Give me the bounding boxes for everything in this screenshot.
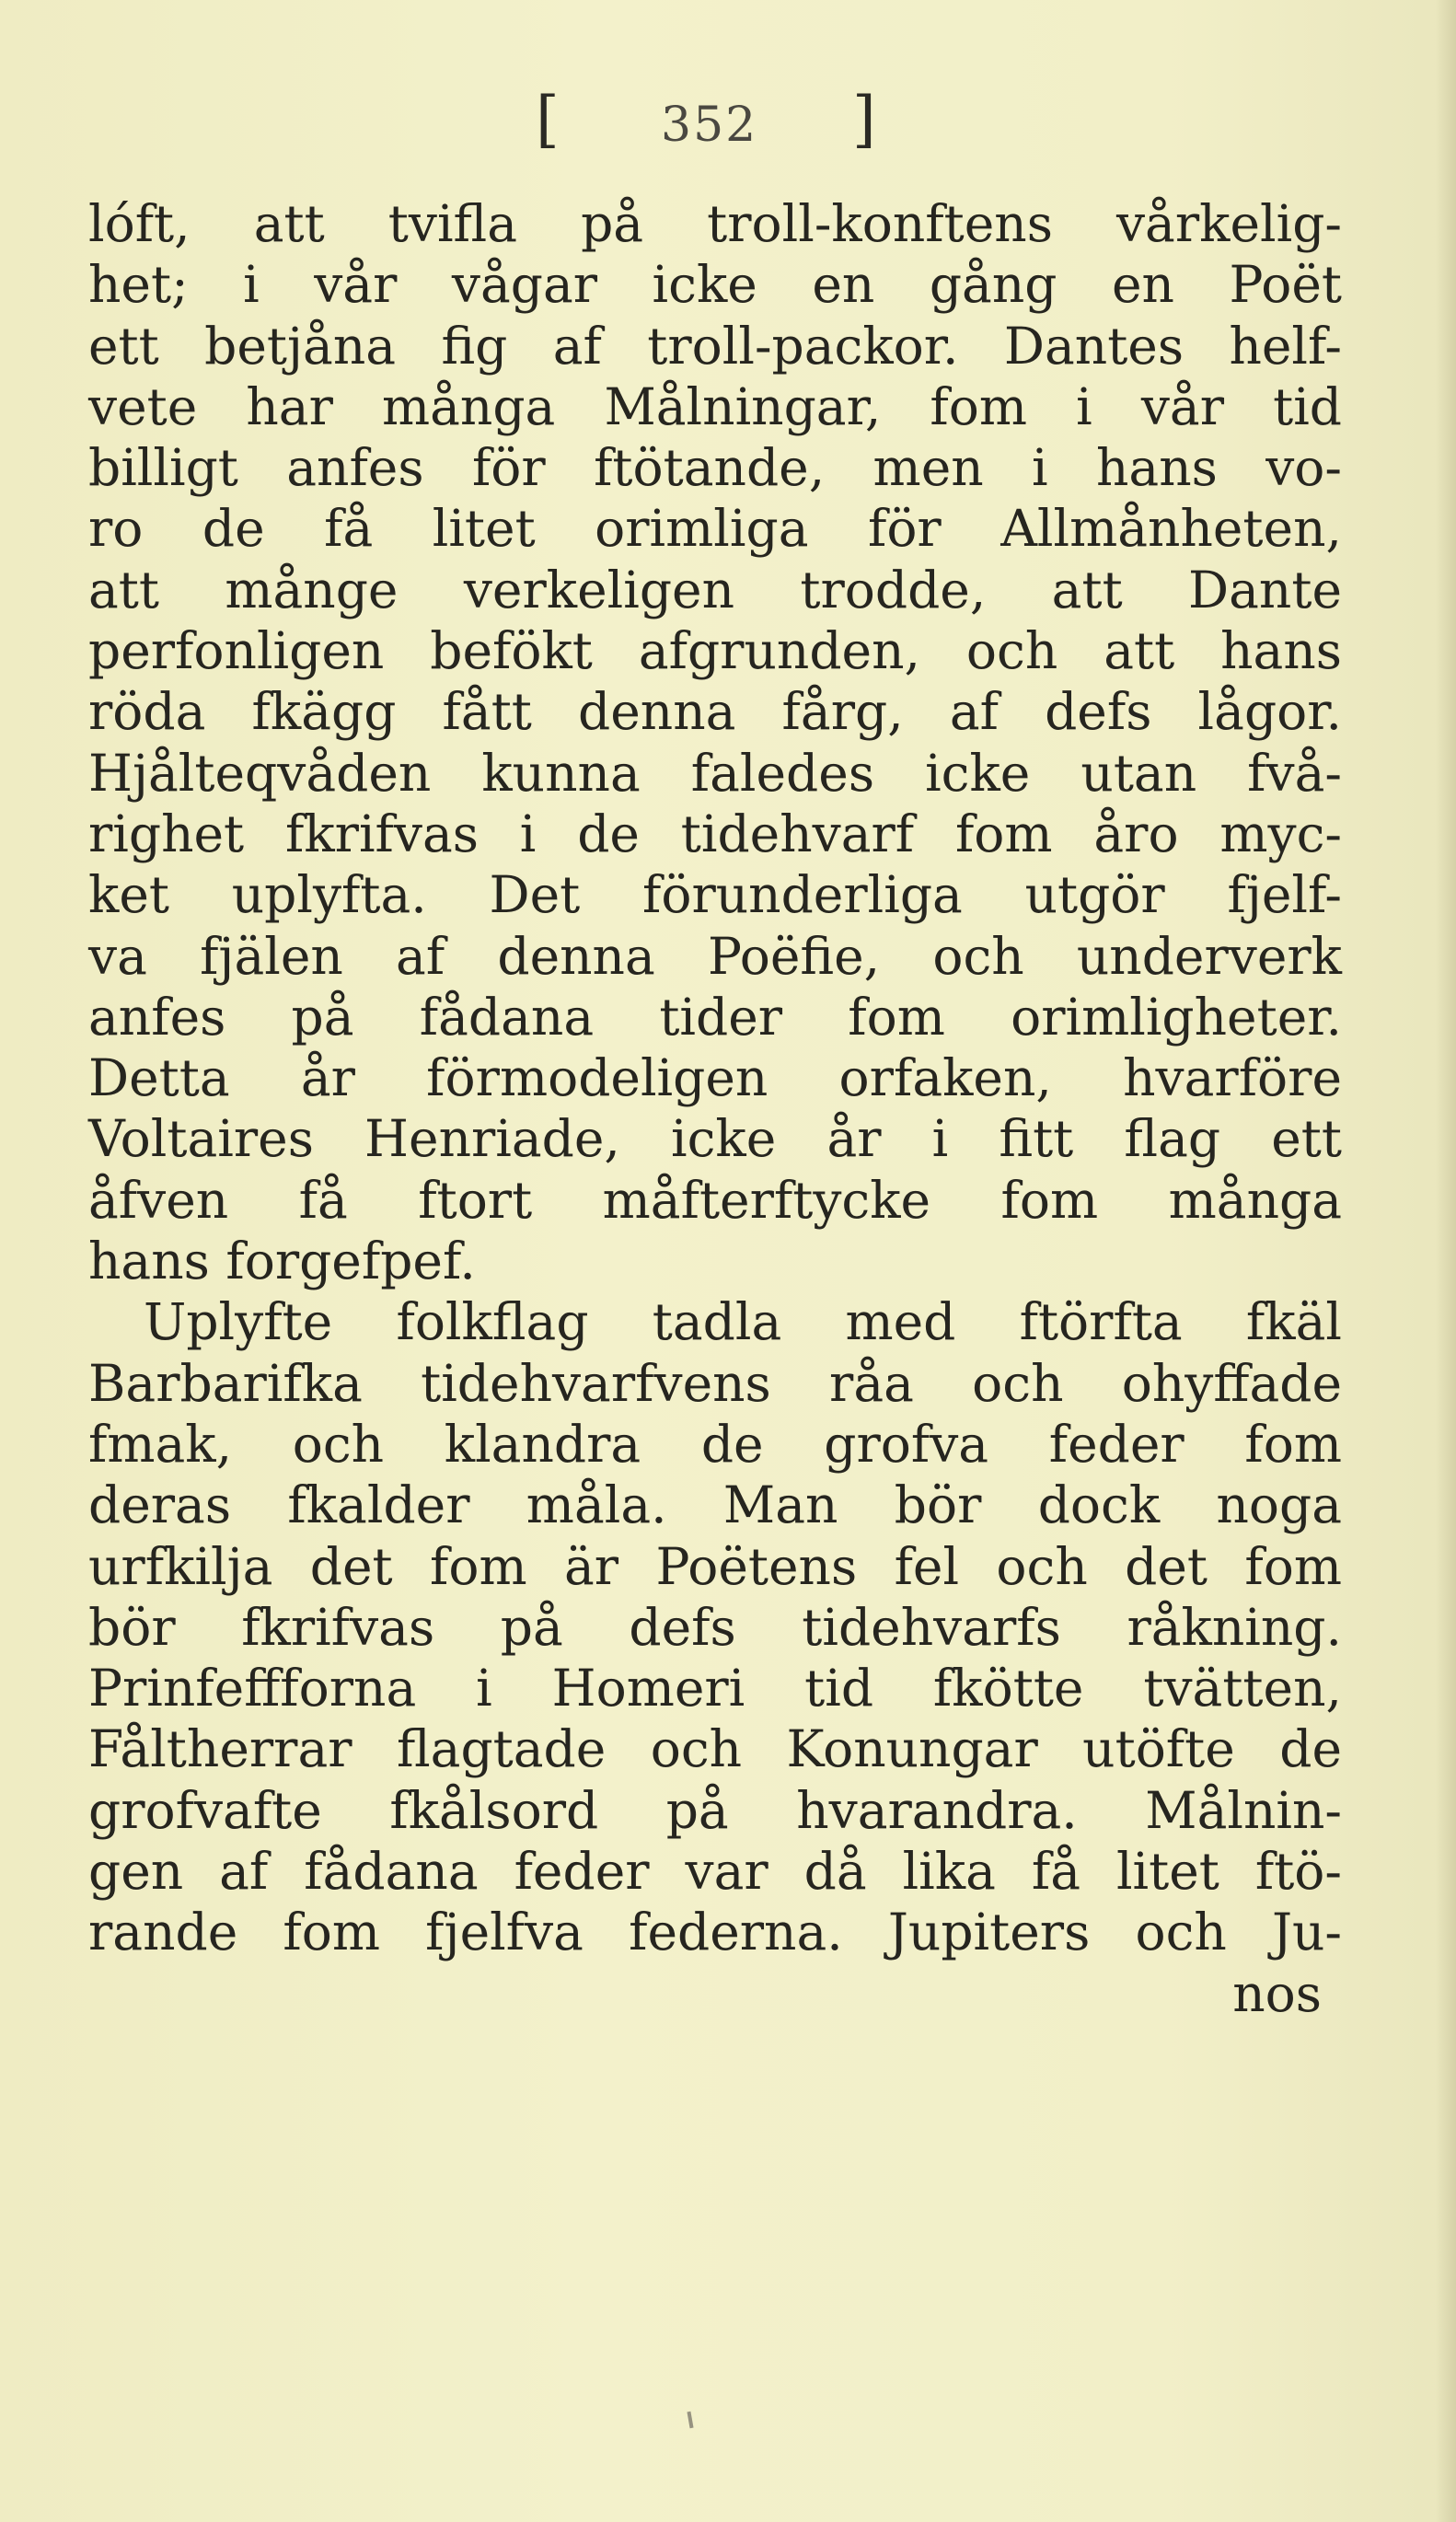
text-line: ket uplyfta. Det förunderliga utgör fjelf-	[88, 865, 1342, 925]
text-line: ro de få litet orimliga för Allmånheten,	[88, 499, 1342, 559]
page-edge-shadow	[1436, 0, 1456, 2522]
catchword: nos	[1232, 1963, 1322, 2023]
text-line: röda fkägg fått denna fårg, af defs lågor.	[88, 682, 1342, 742]
ink-speck	[687, 2412, 693, 2428]
text-line: Voltaires Henriade, icke år i fitt flag ett	[88, 1109, 1342, 1169]
page-header	[0, 83, 1456, 156]
text-line: fmak, och klandra de grofva feder fom	[88, 1414, 1342, 1474]
text-line: urfkilja det fom är Poëtens fel och det fom	[88, 1536, 1342, 1596]
text-line: gen af fådana feder var då lika få litet ftö-	[88, 1842, 1342, 1902]
text-line: grofvafte fkålsord på hvarandra. Målnin-	[88, 1780, 1342, 1840]
text-line: Barbarifka tidehvarfvens råa och ohyffade	[88, 1353, 1342, 1413]
text-line: rande fom fjelfva federna. Jupiters och Ju-	[88, 1903, 1342, 1962]
text-line: anfes på fådana tider fom orimligheter.	[88, 987, 1342, 1047]
text-line: Fåltherrar flagtade och Konungar utöfte de	[88, 1719, 1342, 1779]
text-line: att månge verkeligen trodde, att Dante	[88, 560, 1342, 619]
header-bracket-close: ]	[852, 84, 876, 155]
text-line: righet fkrifvas i de tidehvarf fom åro myc-	[88, 804, 1342, 863]
text-line: vete har många Målningar, fom i vår tid	[88, 376, 1342, 436]
text-line: bör fkrifvas på defs tidehvarfs råkning.	[88, 1597, 1342, 1657]
text-line: billigt anfes för ftötande, men i hans vo-	[88, 438, 1342, 498]
paragraph-start-line: Uplyfte folkflag tadla med ftörfta fkäl	[144, 1292, 1342, 1352]
text-line: Detta år förmodeligen orfaken, hvarföre	[88, 1048, 1342, 1108]
text-line: Prinfeffforna i Homeri tid fkötte tvätten,	[88, 1659, 1342, 1718]
paragraph-end-line: hans forgefpef.	[88, 1232, 476, 1291]
text-line: va fjälen af denna Poëfie, och underverk	[88, 926, 1342, 986]
text-line: lóft, att tvifla på troll-konftens vårkelig-	[88, 194, 1342, 253]
text-line: Hjålteqvåden kunna faledes icke utan fvå-	[88, 743, 1342, 803]
text-line: het; i vår vågar icke en gång en Poët	[88, 255, 1342, 315]
header-bracket-open: [	[536, 84, 560, 155]
page-number: 352	[661, 98, 758, 153]
text-line: deras fkalder måla. Man bör dock noga	[88, 1475, 1342, 1535]
body-text	[88, 193, 1342, 2024]
text-line: perfonligen befökt afgrunden, och att hans	[88, 621, 1342, 681]
text-line: ett betjåna fig af troll-packor. Dantes helf-	[88, 316, 1342, 376]
text-line: åfven få ftort måfterftycke fom många	[88, 1170, 1342, 1230]
